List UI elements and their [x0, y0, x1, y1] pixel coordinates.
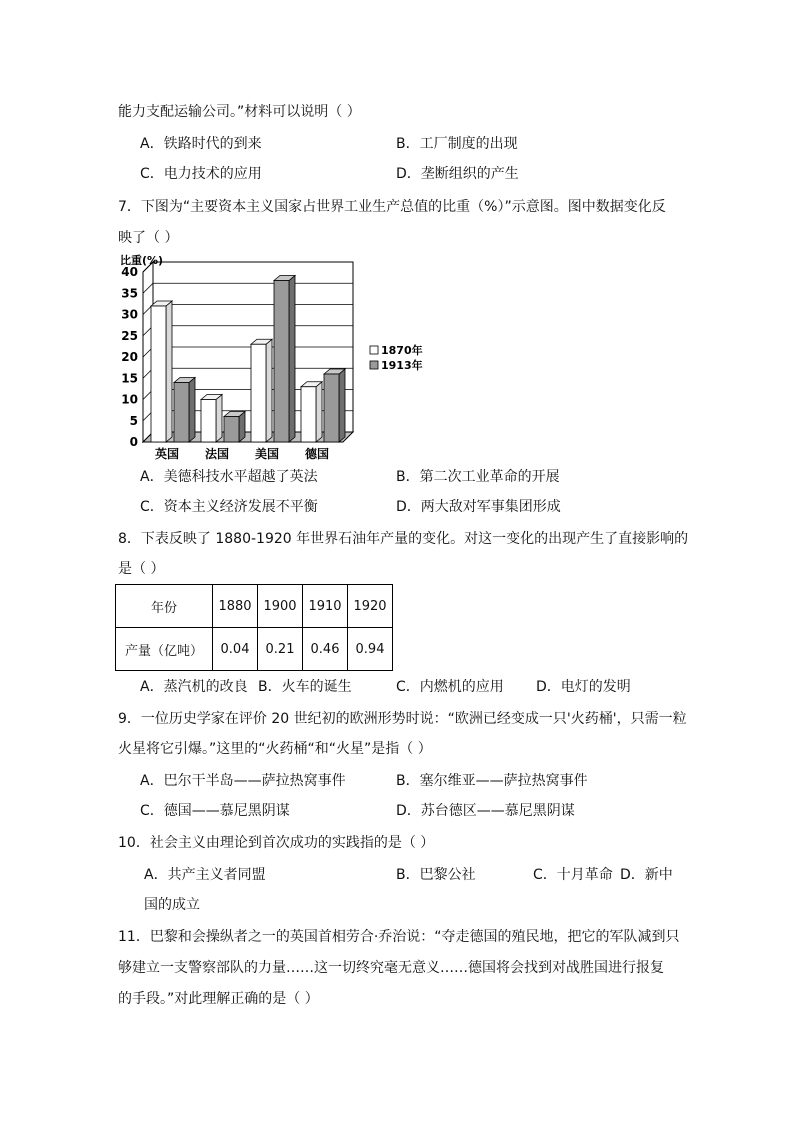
x-tick-label: 德国: [304, 447, 330, 461]
q6-stem-end: 能力支配运输公司。”材料可以说明（ ）: [118, 104, 361, 120]
table-year: 1900: [258, 585, 303, 628]
bar: [251, 344, 266, 442]
table-value: 0.21: [258, 628, 303, 671]
table-year: 1920: [348, 585, 393, 628]
y-tick-label: 10: [121, 392, 138, 407]
q9-option-b[interactable]: B．塞尔维亚——萨拉热窝事件: [396, 773, 588, 789]
q10-option-a[interactable]: A．共产主义者同盟: [144, 867, 266, 883]
x-tick-label: 英国: [154, 447, 180, 461]
bar: [301, 387, 316, 442]
q6-option-a[interactable]: A．铁路时代的到来: [140, 136, 262, 152]
oil-production-table: [115, 584, 393, 671]
industrial-share-bar-chart: [118, 252, 438, 464]
q8-stem-line2: 是（ ）: [118, 561, 165, 577]
y-tick-label: 30: [121, 307, 138, 322]
q7-option-c[interactable]: C．资本主义经济发展不平衡: [140, 499, 318, 515]
q6-option-d[interactable]: D．垄断组织的产生: [396, 166, 519, 182]
bar: [324, 374, 339, 442]
y-tick-label: 25: [121, 328, 138, 343]
table-value: 0.04: [213, 628, 258, 671]
bar: [151, 306, 166, 442]
q11-stem-line1: 11．巴黎和会操纵者之一的英国首相劳合·乔治说：“夺走德国的殖民地，把它的军队减到只: [118, 929, 680, 945]
bar: [201, 400, 216, 443]
bar: [274, 281, 289, 443]
y-tick-label: 5: [129, 413, 138, 428]
q7-stem-line2: 映了（ ）: [118, 230, 179, 246]
bar-side: [189, 378, 195, 443]
q10-option-d[interactable]: D．新中: [620, 867, 673, 883]
q6-option-b[interactable]: B．工厂制度的出现: [396, 136, 518, 152]
x-tick-label: 美国: [254, 447, 280, 461]
table-value: 0.46: [303, 628, 348, 671]
q8-stem-line1: 8．下表反映了 1880-1920 年世界石油年产量的变化。对这一变化的出现产生了直接影响的: [118, 531, 689, 547]
q7-option-b[interactable]: B．第二次工业革命的开展: [396, 469, 560, 485]
q9-stem-line2: 火星将它引爆。”这里的“火药桶“和“火星”是指（ ）: [118, 741, 432, 757]
q10-option-b[interactable]: B．巴黎公社: [396, 867, 476, 883]
y-tick-label: 15: [121, 371, 138, 386]
bar-side: [166, 301, 172, 442]
legend-label: 1913年: [381, 359, 423, 372]
table-year: 1910: [303, 585, 348, 628]
q8-option-c[interactable]: C．内燃机的应用: [396, 679, 504, 695]
table-row-label: 产量（亿吨）: [116, 628, 213, 671]
q9-option-d[interactable]: D．苏台德区——慕尼黑阴谋: [396, 803, 575, 819]
legend-swatch: [370, 361, 378, 369]
q7-stem-line1: 7．下图为“主要资本主义国家占世界工业生产总值的比重（%）”示意图。图中数据变化反: [118, 199, 666, 215]
y-tick-label: 40: [121, 265, 138, 279]
q10-option-d-continued: 国的成立: [144, 897, 200, 913]
q10-stem: 10．社会主义由理论到首次成功的实践指的是（ ）: [118, 835, 435, 851]
bar-side: [289, 276, 295, 443]
q8-option-a[interactable]: A．蒸汽机的改良: [140, 679, 248, 695]
y-axis-label: 比重(%): [120, 254, 164, 267]
bar: [224, 417, 239, 443]
table-value: 0.94: [348, 628, 393, 671]
table-row: [116, 628, 393, 671]
q9-option-c[interactable]: C．德国——慕尼黑阴谋: [140, 803, 290, 819]
bar: [174, 383, 189, 443]
table-year: 1880: [213, 585, 258, 628]
legend-swatch: [370, 346, 378, 354]
q7-option-d[interactable]: D．两大敌对军事集团形成: [396, 499, 561, 515]
x-tick-label: 法国: [204, 447, 230, 461]
q9-stem-line1: 9．一位历史学家在评价 20 世纪初的欧洲形势时说：“欧洲已经变成一只'火药桶'，只需一粒: [118, 711, 687, 727]
y-tick-label: 20: [121, 350, 138, 364]
y-tick-label: 0: [129, 435, 138, 449]
q6-option-c[interactable]: C．电力技术的应用: [140, 166, 262, 182]
bar-side: [216, 395, 222, 443]
legend-label: 1870年: [381, 344, 423, 357]
table-row: [116, 585, 393, 628]
bar-side: [339, 369, 345, 442]
q8-option-b[interactable]: B．火车的诞生: [258, 679, 352, 695]
q10-option-c[interactable]: C．十月革命: [533, 867, 613, 883]
q8-option-d[interactable]: D．电灯的发明: [536, 679, 631, 695]
y-tick-label: 35: [121, 286, 138, 301]
bar-side: [316, 382, 322, 442]
bar-side: [266, 339, 272, 442]
q11-stem-line2: 够建立一支警察部队的力量……这一切终究毫无意义……德国将会找到对战胜国进行报复: [118, 960, 664, 976]
q9-option-a[interactable]: A．巴尔干半岛——萨拉热窝事件: [140, 773, 346, 789]
table-header-label: 年份: [116, 585, 213, 628]
q7-option-a[interactable]: A．美德科技水平超越了英法: [140, 469, 318, 485]
q11-stem-line3: 的手段。”对此理解正确的是（ ）: [118, 991, 319, 1007]
